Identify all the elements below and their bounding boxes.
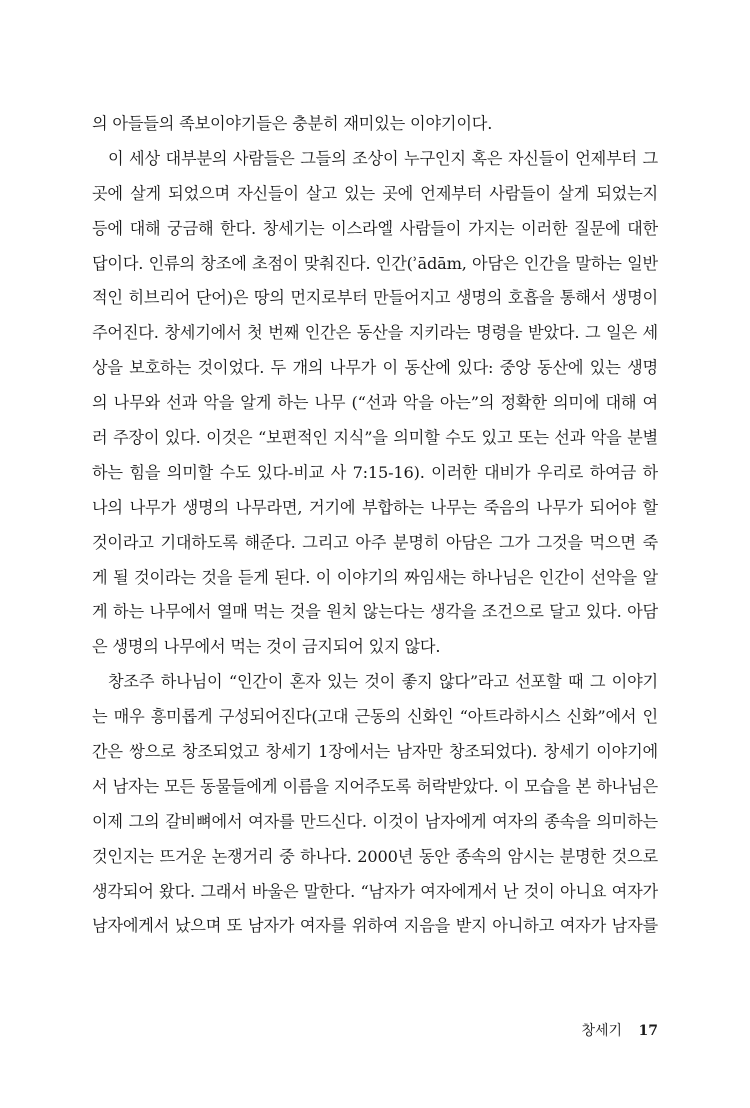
text-line: 적인 히브리어 단어)은 땅의 먼지로부터 만들어지고 생명의 호흡을 통해서 생명이 <box>92 288 658 308</box>
text-line: 생각되어 왔다. 그래서 바울은 말한다. “남자가 여자에게서 난 것이 아니요 여자가 <box>92 881 658 901</box>
page-body <box>92 107 658 944</box>
page-footer <box>581 1021 658 1041</box>
text-line: 하는 힘을 의미할 수도 있다-비교 사 7:15-16). 이러한 대비가 우리로 하여금 하 <box>92 462 658 482</box>
running-title: 창세기 <box>581 1023 623 1039</box>
text-line: 의 나무와 선과 악을 알게 하는 나무 (“선과 악을 아는”의 정확한 의미에 대해 여 <box>92 393 658 413</box>
text-line: 서 남자는 모든 동물들에게 이름을 지어주도록 허락받았다. 이 모습을 본 하나님은 <box>92 776 658 796</box>
text-line: 상을 보호하는 것이었다. 두 개의 나무가 이 동산에 있다: 중앙 동산에 있는 생명 <box>92 358 658 378</box>
text-line: 등에 대해 궁금해 한다. 창세기는 이스라엘 사람들이 가지는 이러한 질문에 대한 <box>92 218 658 238</box>
text-line: 간은 쌍으로 창조되었고 창세기 1장에서는 남자만 창조되었다). 창세기 이야기에 <box>92 742 658 762</box>
text-line: 러 주장이 있다. 이것은 “보편적인 지식”을 의미할 수도 있고 또는 선과 악을 분별 <box>92 428 658 448</box>
text-line: 은 생명의 나무에서 먹는 것이 금지되어 있지 않다. <box>92 637 441 657</box>
text-line: 게 하는 나무에서 열매 먹는 것을 원치 않는다는 생각을 조건으로 달고 있다. 아담 <box>92 602 658 622</box>
text-line: 답이다. 인류의 창조에 초점이 맞춰진다. 인간(ʾādām, 아담은 인간을 말하는 일반 <box>92 253 658 273</box>
paragraph-2 <box>92 142 658 665</box>
text-line: 창조주 하나님이 “인간이 혼자 있는 것이 좋지 않다”라고 선포할 때 그 이야기 <box>108 672 658 692</box>
text-line: 의 아들들의 족보이야기들은 충분히 재미있는 이야기이다. <box>92 114 493 133</box>
text-line: 것이라고 기대하도록 해준다. 그리고 아주 분명히 아담은 그가 그것을 먹으면 죽 <box>92 532 658 552</box>
text-line: 것인지는 뜨거운 논쟁거리 중 하나다. 2000년 동안 종속의 암시는 분명한 것으로 <box>92 846 658 866</box>
text-line: 이제 그의 갈비뼈에서 여자를 만드신다. 이것이 남자에게 여자의 종속을 의미하는 <box>92 811 658 831</box>
paragraph-3 <box>92 665 658 944</box>
text-line: 게 될 것이라는 것을 듣게 된다. 이 이야기의 짜임새는 하나님은 인간이 선악을 알 <box>92 567 658 587</box>
text-line: 나의 나무가 생명의 나무라면, 거기에 부합하는 나무는 죽음의 나무가 되어야 할 <box>92 497 658 517</box>
text-line: 남자에게서 났으며 또 남자가 여자를 위하여 지음을 받지 아니하고 여자가 남자를 <box>92 916 658 936</box>
text-line: 주어진다. 창세기에서 첫 번째 인간은 동산을 지키라는 명령을 받았다. 그 일은 세 <box>92 323 658 343</box>
text-line: 곳에 살게 되었으며 자신들이 살고 있는 곳에 언제부터 사람들이 살게 되었는지 <box>92 183 658 203</box>
paragraph-1 <box>92 107 658 142</box>
text-line: 이 세상 대부분의 사람들은 그들의 조상이 누구인지 혹은 자신들이 언제부터 그 <box>108 148 658 168</box>
text-line: 는 매우 흥미롭게 구성되어진다(고대 근동의 신화인 “아트라하시스 신화”에서 인 <box>92 707 658 727</box>
page-number: 17 <box>638 1023 658 1039</box>
